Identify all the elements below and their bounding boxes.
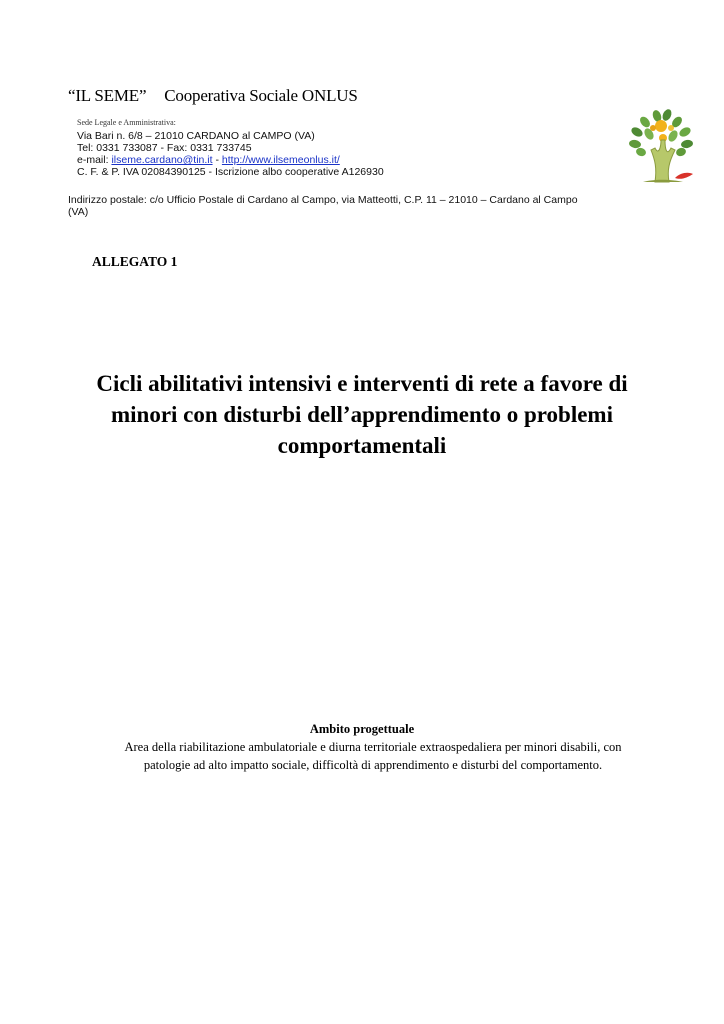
document-title xyxy=(60,368,664,461)
tree-logo-icon xyxy=(625,106,695,184)
organization-name: “IL SEME” xyxy=(68,86,147,105)
title-line-1: Cicli abilitativi intensivi e interventi di rete a favore di xyxy=(96,371,628,396)
phone-fax: Tel: 0331 733087 - Fax: 0331 733745 xyxy=(77,142,252,154)
contact-line xyxy=(77,154,340,166)
organization-type: Cooperativa Sociale ONLUS xyxy=(164,86,358,105)
email-link[interactable]: ilseme.cardano@tin.it xyxy=(111,154,213,166)
organization-header xyxy=(68,86,358,106)
fiscal-info: C. F. & P. IVA 02084390125 - Iscrizione albo cooperative A126930 xyxy=(77,166,384,178)
email-prefix: e-mail: xyxy=(77,154,112,166)
title-line-2: minori con disturbi dell’apprendimento o problemi xyxy=(110,402,613,427)
website-link[interactable]: http://www.ilsemeonlus.it/ xyxy=(221,154,340,166)
section-heading: Ambito progettuale xyxy=(309,722,415,736)
street-address: Via Bari n. 6/8 – 21010 CARDANO al CAMPO (VA) xyxy=(77,130,315,142)
contact-separator: - xyxy=(212,154,222,166)
sede-label: Sede Legale e Amministrativa: xyxy=(77,118,176,127)
postal-address: Indirizzo postale: c/o Ufficio Postale di Cardano al Campo, via Matteotti, C.P. 11 – 21010 – Cardano al Campo (VA) xyxy=(68,194,578,218)
section-text: Area della riabilitazione ambulatoriale e diurna territoriale extraospedaliera per minori disabili, con patologie ad alto impatto sociale, difficoltà di apprendimento e disturbi del comportamento. xyxy=(124,740,622,772)
title-line-3: comportamentali xyxy=(277,433,447,458)
attachment-label: ALLEGATO 1 xyxy=(92,254,178,269)
